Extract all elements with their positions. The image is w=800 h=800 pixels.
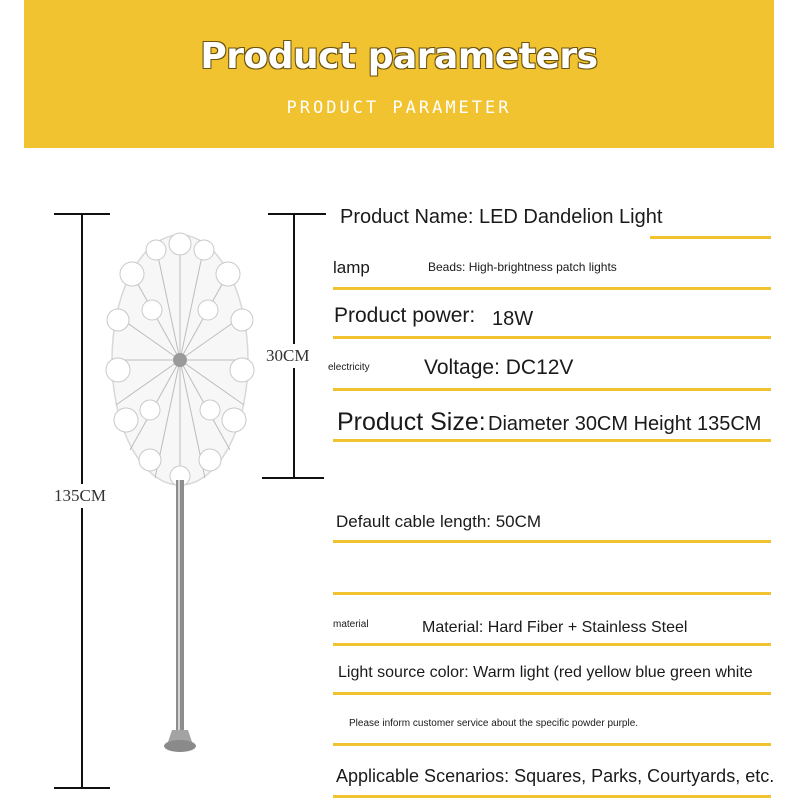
page-subtitle: PRODUCT PARAMETER: [286, 98, 512, 118]
separator: [333, 287, 771, 290]
applicable-scenarios: Applicable Scenarios: Squares, Parks, Courtyards, etc.: [336, 766, 775, 786]
dandelion-lamp-image: [100, 230, 260, 760]
separator: [650, 236, 771, 239]
height-dimension-label: 135CM: [54, 484, 106, 508]
separator: [333, 643, 771, 646]
separator: [333, 692, 771, 695]
head-dimension-label: 30CM: [266, 344, 309, 368]
header-banner: [24, 0, 774, 148]
page-title: Product parameters: [200, 36, 598, 77]
size-label: Product Size:: [337, 408, 486, 436]
separator: [333, 743, 771, 746]
service-note: Please inform customer service about the specific powder purple.: [349, 718, 639, 729]
power-label: Product power:: [334, 304, 476, 327]
electricity-label: electricity: [328, 362, 370, 373]
beads-spec: Beads: High-brightness patch lights: [428, 260, 617, 274]
separator: [333, 592, 771, 595]
size-value: Diameter 30CM Height 135CM: [488, 413, 762, 435]
material-label: material: [333, 619, 369, 630]
head-dimension-top-tick: [268, 213, 326, 215]
separator: [333, 795, 771, 798]
power-value: 18W: [492, 308, 534, 330]
height-dimension-bottom-tick: [54, 787, 110, 789]
light-source-color: Light source color: Warm light (red yellow blue green white: [338, 664, 753, 681]
head-dimension-bottom-tick: [262, 477, 324, 479]
separator: [333, 439, 771, 442]
lamp-label: lamp: [333, 258, 370, 277]
separator: [333, 336, 771, 339]
separator: [333, 540, 771, 543]
product-name: Product Name: LED Dandelion Light: [340, 206, 663, 228]
cable-length: Default cable length: 50CM: [336, 512, 542, 531]
separator: [333, 388, 771, 391]
material-spec: Material: Hard Fiber + Stainless Steel: [422, 619, 688, 636]
voltage-spec: Voltage: DC12V: [424, 356, 574, 379]
